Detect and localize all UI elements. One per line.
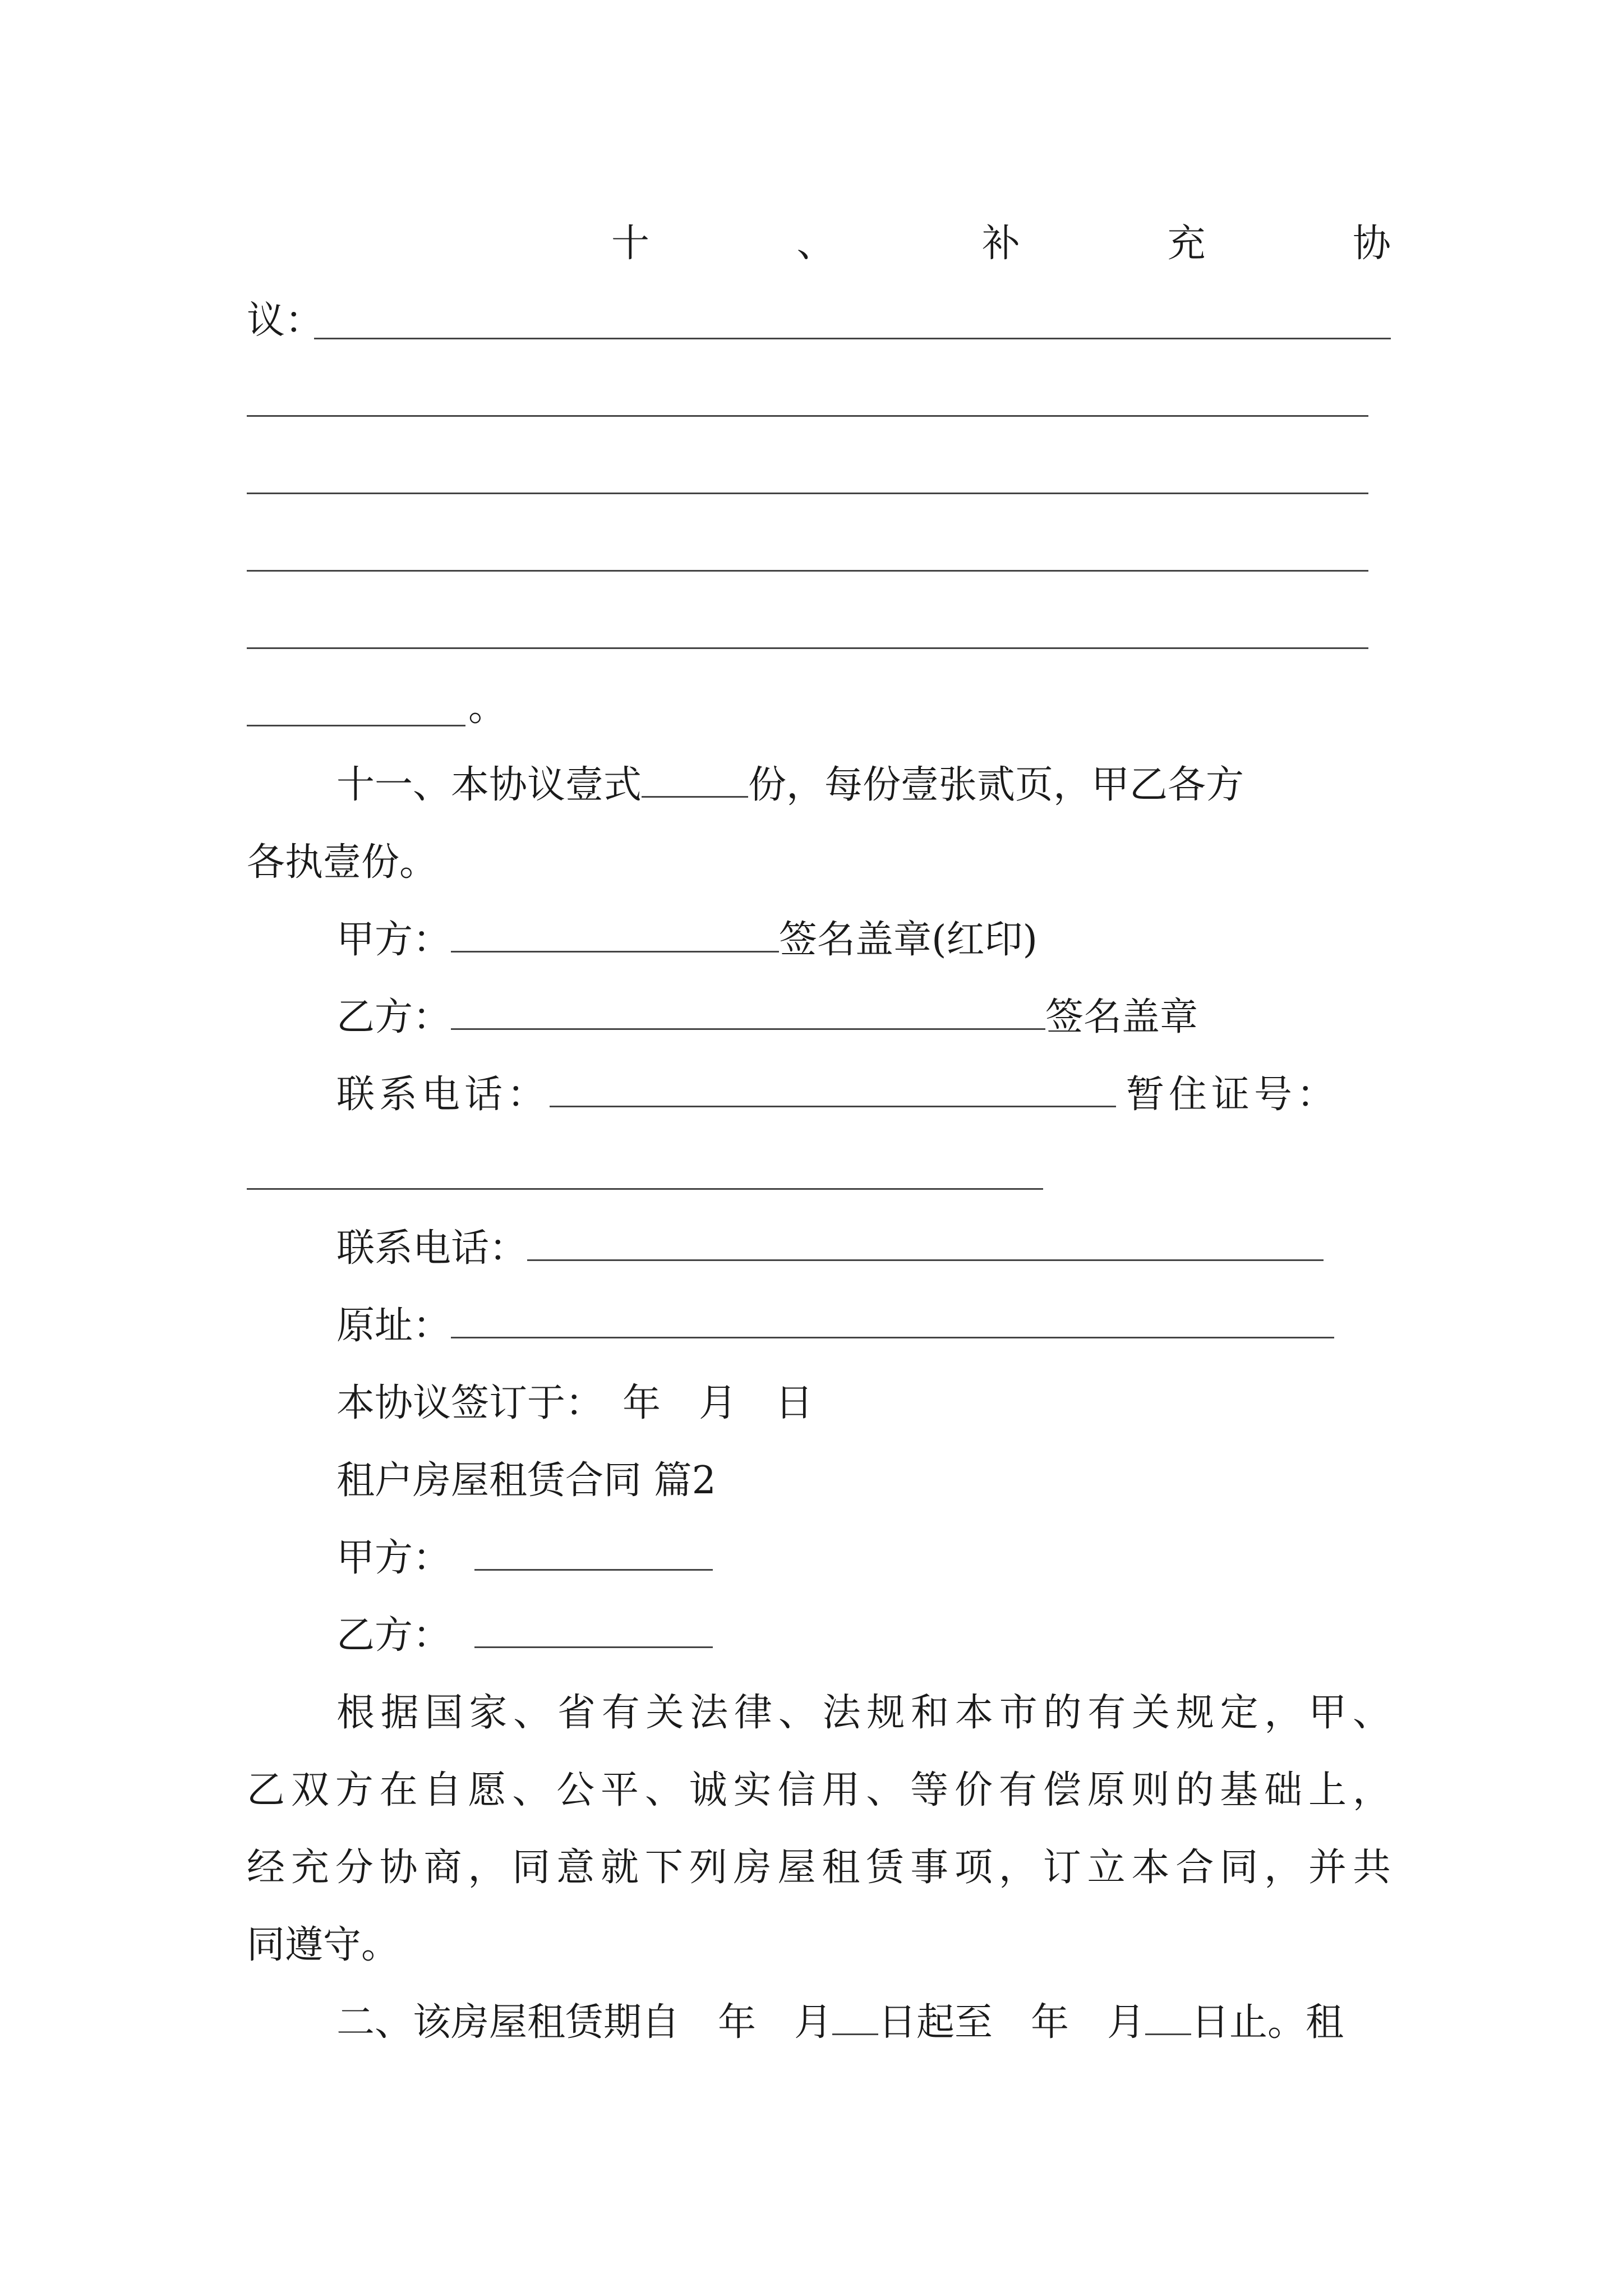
preamble-char: 和	[911, 1691, 949, 1735]
preamble-char: 房	[733, 1846, 772, 1890]
preamble-char: 商	[423, 1846, 462, 1890]
preamble-char: 市	[999, 1691, 1038, 1735]
preamble-char: 规	[1175, 1691, 1214, 1735]
start-day-blank[interactable]	[832, 2001, 878, 2035]
section-2-line	[336, 2000, 1344, 2045]
preamble-char: 同	[512, 1846, 551, 1890]
preamble-char: 上	[1308, 1768, 1347, 1812]
contact-line-2	[336, 1226, 1324, 1271]
blank-line[interactable]	[247, 647, 1368, 649]
preamble-char: 共	[1352, 1846, 1391, 1890]
preamble-char: 平	[601, 1768, 639, 1812]
preamble-char: 信	[777, 1768, 816, 1812]
c2-party-b-label: 乙方：	[336, 1613, 451, 1658]
blank-line[interactable]	[314, 338, 1391, 339]
end-period: 。	[468, 685, 507, 730]
c2-party-b-line	[336, 1613, 713, 1658]
preamble-char: 意	[556, 1846, 595, 1890]
section-2-text-c: 日止。租	[1191, 2000, 1344, 2045]
preamble-char: 分	[335, 1846, 374, 1890]
preamble-char: 租	[822, 1846, 860, 1890]
preamble-char: 订	[1043, 1846, 1081, 1890]
address-line	[336, 1304, 1334, 1349]
preamble-char: ，	[1352, 1768, 1391, 1812]
preamble-char: 有	[601, 1691, 640, 1735]
preamble-char: 法	[822, 1691, 861, 1735]
party-b-label: 乙方：	[336, 995, 451, 1039]
preamble-char: 本	[955, 1691, 993, 1735]
address-label: 原址：	[336, 1304, 451, 1348]
preamble-char: 、	[512, 1768, 551, 1812]
end-day-blank[interactable]	[1145, 2001, 1191, 2035]
preamble-char: 有	[998, 1768, 1037, 1812]
preamble-char: 基	[1220, 1768, 1258, 1812]
preamble-char: 省	[557, 1691, 596, 1735]
preamble-char: 同	[1220, 1846, 1258, 1890]
preamble-char: 规	[866, 1691, 905, 1735]
address-blank[interactable]	[451, 1304, 1334, 1338]
contact-blank[interactable]	[527, 1227, 1324, 1261]
preamble-char: 自	[423, 1768, 462, 1812]
section-11-text-b: 份，每份壹张贰页，甲乙各方	[748, 763, 1244, 807]
preamble-line-4: 同遵守。	[247, 1923, 400, 1967]
preamble-char: 的	[1175, 1768, 1214, 1812]
preamble-char: 充	[291, 1846, 329, 1890]
preamble-char: 在	[379, 1768, 418, 1812]
preamble-char: 根	[336, 1691, 375, 1735]
preamble-char: 乙	[247, 1768, 285, 1812]
preamble-char: 协	[379, 1846, 418, 1890]
section-10-char: 、	[796, 222, 835, 266]
blank-line[interactable]	[247, 415, 1368, 417]
preamble-char: 实	[733, 1768, 772, 1812]
preamble-char: 立	[1087, 1846, 1126, 1890]
section-10-char: 补	[981, 222, 1020, 266]
c2-party-a-line	[336, 1536, 713, 1581]
preamble-char: 律	[734, 1691, 773, 1735]
preamble-char: 屋	[777, 1846, 816, 1890]
section-2-text-a: 二、该房屋租赁期自 年 月	[336, 2000, 833, 2045]
preamble-char: 、	[866, 1768, 905, 1812]
blank-line[interactable]	[247, 570, 1368, 572]
preamble-char: 偿	[1043, 1768, 1081, 1812]
section-2-text-b: 日起至 年 月	[878, 2000, 1146, 2045]
preamble-char: 愿	[468, 1768, 506, 1812]
contract-2-title: 租户房屋租赁合同 篇2	[336, 1458, 716, 1503]
party-b-sign-line	[336, 995, 1198, 1040]
section-10-label: 议：	[247, 298, 324, 343]
party-b-suffix: 签名盖章	[1045, 995, 1198, 1039]
preamble-char: 双	[291, 1768, 329, 1812]
preamble-char: 合	[1175, 1846, 1214, 1890]
preamble-char: 等	[910, 1768, 949, 1812]
section-10-char: 充	[1167, 222, 1206, 266]
party-a-label: 甲方：	[336, 918, 451, 962]
preamble-char: 、	[1352, 1691, 1391, 1735]
section-10-char: 协	[1352, 222, 1391, 266]
preamble-line-3	[247, 1846, 1391, 1890]
preamble-char: 事	[910, 1846, 949, 1890]
residence-permit-blank[interactable]	[247, 1188, 1043, 1190]
c2-party-a-blank[interactable]	[474, 1536, 713, 1571]
preamble-char: 关	[645, 1691, 684, 1735]
preamble-char: 据	[380, 1691, 419, 1735]
section-10-char: 十	[611, 222, 650, 266]
preamble-line-1	[336, 1691, 1391, 1736]
preamble-char: 公	[556, 1768, 595, 1812]
preamble-char: 方	[335, 1768, 374, 1812]
preamble-char: 则	[1131, 1768, 1170, 1812]
preamble-char: 有	[1087, 1691, 1126, 1735]
preamble-char: ，	[998, 1846, 1037, 1890]
blank-line[interactable]	[247, 725, 465, 726]
party-a-blank[interactable]	[451, 918, 779, 953]
preamble-char: 关	[1132, 1691, 1170, 1735]
preamble-char: 、	[778, 1691, 817, 1735]
preamble-char: 价	[955, 1768, 993, 1812]
signed-date: 本协议签订于： 年 月 日	[336, 1381, 814, 1425]
preamble-char: 本	[1131, 1846, 1170, 1890]
preamble-char: 诚	[689, 1768, 727, 1812]
preamble-line-2	[247, 1768, 1391, 1813]
preamble-char: 的	[1043, 1691, 1082, 1735]
preamble-char: 国	[425, 1691, 463, 1735]
contact-blank[interactable]	[550, 1073, 1116, 1107]
c2-party-a-label: 甲方：	[336, 1536, 451, 1580]
contact-line-1	[336, 1073, 1339, 1117]
preamble-char: 原	[1087, 1768, 1126, 1812]
preamble-char: ，	[1264, 1691, 1303, 1735]
section-11-line1	[336, 763, 1244, 808]
preamble-char: 列	[689, 1846, 727, 1890]
preamble-char: 甲	[1308, 1691, 1347, 1735]
preamble-char: 项	[955, 1846, 993, 1890]
preamble-char: 赁	[866, 1846, 905, 1890]
preamble-char: ，	[1264, 1846, 1303, 1890]
party-b-blank[interactable]	[451, 996, 1045, 1030]
preamble-char: 用	[822, 1768, 860, 1812]
residence-permit-label: 暂住证号：	[1126, 1073, 1340, 1117]
blank-line[interactable]	[247, 493, 1368, 494]
preamble-char: 定	[1220, 1691, 1258, 1735]
preamble-char: 、	[644, 1768, 683, 1812]
preamble-char: 础	[1264, 1768, 1303, 1812]
section-11-line2: 各执壹份。	[247, 840, 438, 885]
party-a-sign-line	[336, 918, 1038, 963]
preamble-char: 、	[513, 1691, 552, 1735]
preamble-char: 法	[690, 1691, 728, 1735]
preamble-char: ，	[468, 1846, 506, 1890]
section-10-heading	[611, 222, 1391, 266]
contact-label: 联系电话：	[336, 1226, 528, 1271]
section-11-text-a: 十一、本协议壹式	[336, 763, 642, 807]
preamble-char: 就	[601, 1846, 639, 1890]
copies-blank[interactable]	[642, 763, 748, 798]
preamble-char: 家	[469, 1691, 508, 1735]
party-a-suffix: 签名盖章(红印)	[779, 918, 1038, 962]
contact-label: 联系电话：	[336, 1073, 550, 1117]
preamble-char: 并	[1308, 1846, 1347, 1890]
preamble-char: 下	[644, 1846, 683, 1890]
preamble-char: 经	[247, 1846, 285, 1890]
c2-party-b-blank[interactable]	[474, 1614, 713, 1648]
